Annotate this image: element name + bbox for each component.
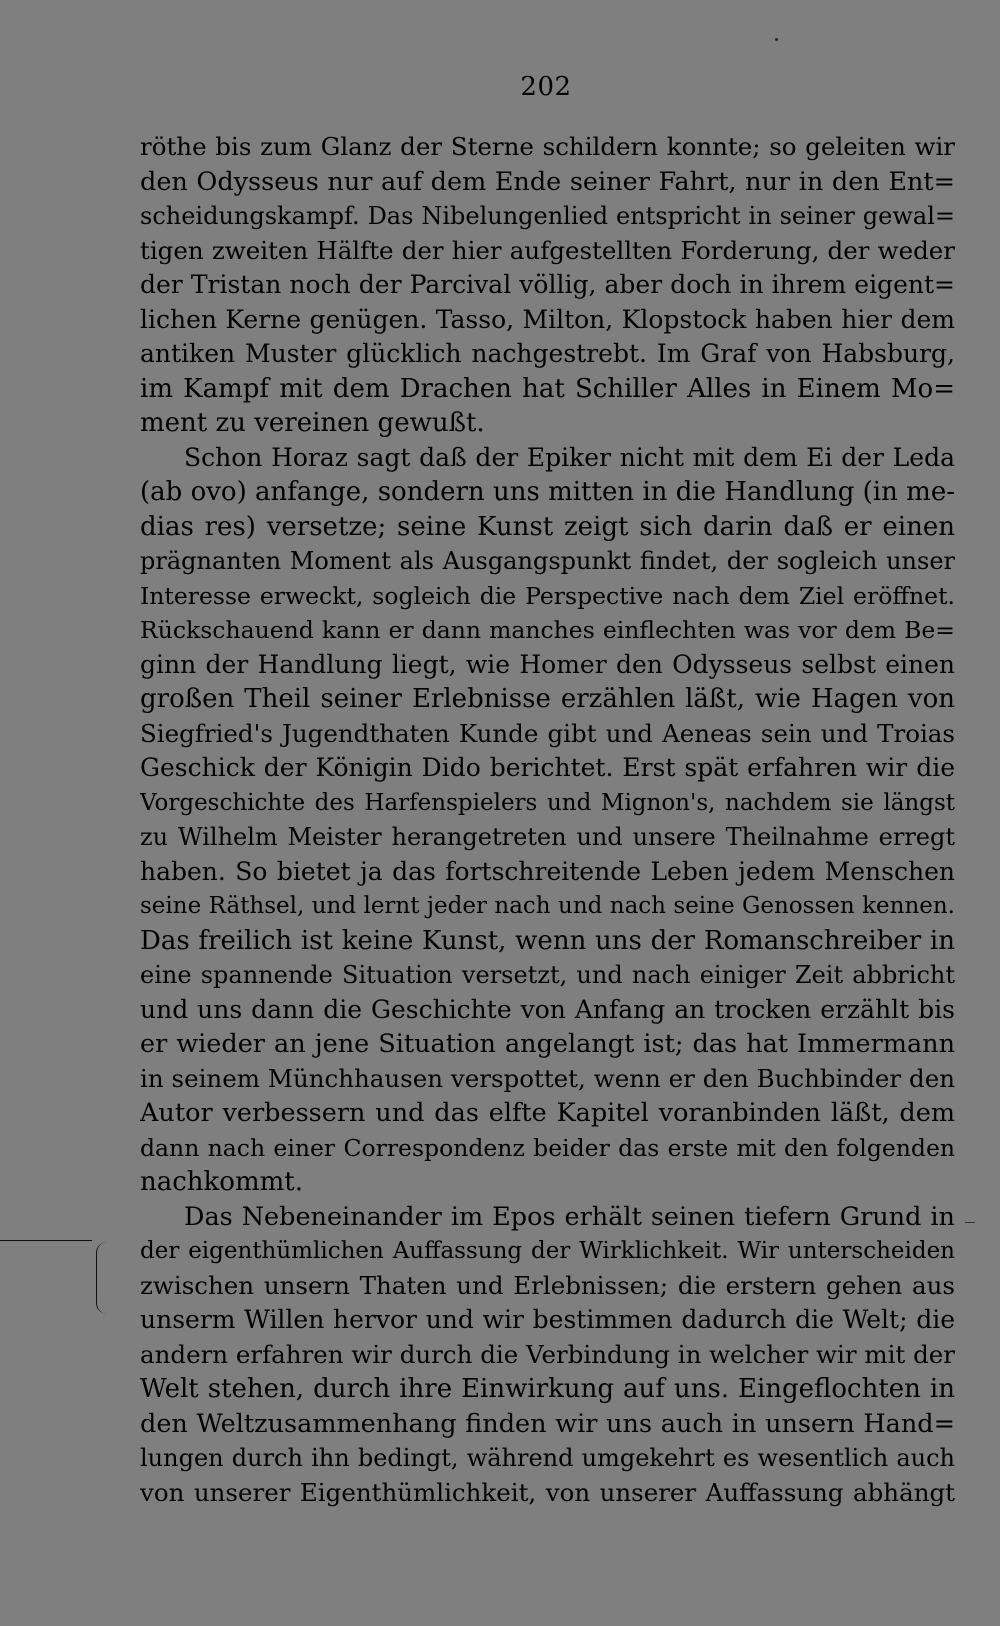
text-line: dias res) versetze; seine Kunst zeigt sich darin daß er einen bbox=[140, 511, 955, 542]
text-line: Interesse erweckt, sogleich die Perspective nach dem Ziel eröffnet. bbox=[140, 581, 955, 610]
margin-dash bbox=[965, 1222, 975, 1223]
text-line: Rückschauend kann er dann manches einflechten was vor dem Be= bbox=[140, 616, 955, 644]
margin-bracket bbox=[96, 1242, 107, 1314]
text-line: antiken Muster glücklich nachgestrebt. Im Graf von Habsburg, bbox=[140, 339, 955, 368]
text-line: er wieder an jene Situation angelangt ist; das hat Immermann bbox=[140, 1029, 955, 1059]
text-line: ment zu vereinen gewußt. bbox=[140, 408, 485, 438]
text-line: tigen zweiten Hälfte der hier aufgestellten Forderung, der weder bbox=[140, 235, 955, 265]
text-line: der Tristan noch der Parcival völlig, aber doch in ihrem eigent= bbox=[140, 270, 955, 299]
text-line: der eigenthümlichen Auffassung der Wirklichkeit. Wir unterscheiden bbox=[140, 1238, 955, 1264]
text-line: lichen Kerne genügen. Tasso, Milton, Klopstock haben hier dem bbox=[140, 304, 955, 334]
text-line: seine Räthsel, und lernt jeder nach und nach seine Genossen kennen. bbox=[140, 893, 955, 919]
text-line: ginn der Handlung liegt, wie Homer den Odysseus selbst einen bbox=[140, 649, 955, 679]
text-line: den Weltzusammenhang finden wir uns auch in unsern Hand= bbox=[140, 1408, 955, 1439]
text-line: Das freilich ist keine Kunst, wenn uns der Romanschreiber in bbox=[140, 925, 955, 956]
text-line: Welt stehen, durch ihre Einwirkung auf uns. Eingeflochten in bbox=[140, 1374, 955, 1404]
text-line: lungen durch ihn bedingt, während umgekehrt es wesentlich auch bbox=[140, 1444, 955, 1472]
text-line: Siegfried's Jugendthaten Kunde gibt und Aeneas sein und Troias bbox=[140, 718, 955, 748]
corner-mark bbox=[775, 38, 778, 41]
text-line: von unserer Eigenthümlichkeit, von unserer Auffassung abhängt bbox=[140, 1477, 955, 1507]
text-line: (ab ovo) anfange, sondern uns mitten in die Handlung (in me- bbox=[140, 477, 955, 507]
text-line: unserm Willen hervor und wir bestimmen dadurch die Welt; die bbox=[140, 1305, 955, 1334]
text-line: eine spannende Situation versetzt, und nach einiger Zeit abbricht bbox=[140, 961, 955, 989]
text-line: in seinem Münchhausen verspottet, wenn er den Buchbinder den bbox=[140, 1063, 955, 1093]
text-line: Das Nebeneinander im Epos erhält seinen tiefern Grund in bbox=[184, 1201, 955, 1232]
text-line: scheidungskampf. Das Nibelungenlied entspricht in seiner gewal= bbox=[140, 202, 955, 230]
margin-rule bbox=[0, 1240, 92, 1241]
text-line: andern erfahren wir durch die Verbindung in welcher wir mit der bbox=[140, 1339, 955, 1369]
text-line: Geschick der Königin Dido berichtet. Erst spät erfahren wir die bbox=[140, 753, 955, 782]
page-number: 202 bbox=[520, 72, 572, 102]
text-line: nachkommt. bbox=[140, 1167, 303, 1197]
body-text bbox=[140, 130, 955, 1510]
text-line: im Kampf mit dem Drachen hat Schiller Alles in Einem Mo= bbox=[140, 373, 955, 404]
text-line: dann nach einer Correspondenz beider das erste mit den folgenden bbox=[140, 1133, 955, 1162]
text-line: und uns dann die Geschichte von Anfang an trocken erzählt bis bbox=[140, 994, 955, 1024]
text-line: großen Theil seiner Erlebnisse erzählen läßt, wie Hagen von bbox=[140, 684, 955, 714]
text-line: zu Wilhelm Meister herangetreten und unsere Theilnahme erregt bbox=[140, 823, 955, 851]
text-line: Vorgeschichte des Harfenspielers und Mignon's, nachdem sie längst bbox=[140, 789, 955, 816]
text-line: Schon Horaz sagt daß der Epiker nicht mit dem Ei der Leda bbox=[184, 442, 955, 472]
text-line: Autor verbessern und das elfte Kapitel voranbinden läßt, dem bbox=[140, 1098, 955, 1128]
text-line: den Odysseus nur auf dem Ende seiner Fahrt, nur in den Ent= bbox=[140, 166, 955, 197]
text-line: haben. So bietet ja das fortschreitende Leben jedem Menschen bbox=[140, 856, 955, 886]
text-line: röthe bis zum Glanz der Sterne schildern konnte; so geleiten wir bbox=[140, 132, 955, 161]
text-line: zwischen unsern Thaten und Erlebnissen; die erstern gehen aus bbox=[140, 1270, 955, 1300]
text-line: prägnanten Moment als Ausgangspunkt findet, der sogleich unser bbox=[140, 547, 955, 575]
